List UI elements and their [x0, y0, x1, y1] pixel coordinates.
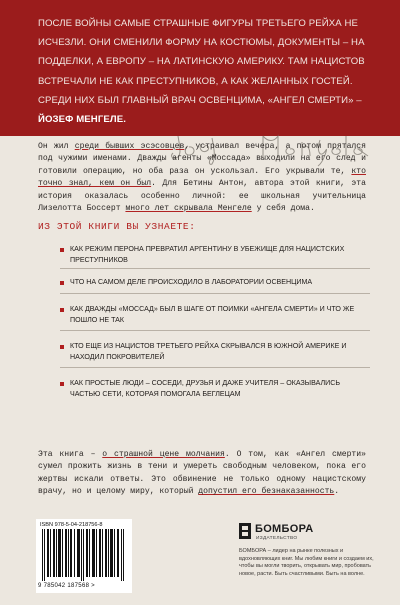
bombora-logo-icon — [239, 523, 251, 539]
publisher-logo — [239, 521, 329, 549]
learn-item-lab: ЧТО НА САМОМ ДЕЛЕ ПРОИСХОДИЛО В ЛАБОРАТОРИИ ОСВЕНЦИМА — [70, 277, 370, 288]
item-divider — [60, 330, 370, 331]
learn-heading: ИЗ ЭТОЙ КНИГИ ВЫ УЗНАЕТЕ: — [38, 221, 196, 232]
bullet-icon — [60, 345, 64, 349]
barcode-number: 9 785042 187568 > — [38, 583, 95, 589]
learn-item-ordinary-people: КАК ПРОСТЫЕ ЛЮДИ – СОСЕДИ, ДРУЗЬЯ И ДАЖЕ УЧИТЕЛЯ – ОКАЗЫВАЛИСЬ ЧАСТЬЮ СЕТИ, КОТОРАЯ ПОМОГАЛА БЕГЛЕЦАМ — [70, 378, 370, 399]
top-panel-text — [38, 14, 368, 129]
underline-silence: о страшной цене молчания — [102, 450, 225, 459]
item-divider — [60, 367, 370, 368]
item-divider — [60, 293, 370, 294]
isbn-block — [36, 519, 132, 593]
closing-paragraph: Эта книга – о страшной цене молчания. О том, как «Ангел смерти» сумел прожить жизнь в тени и умереть свободным человеком, пока его жертвы искали ответы. Это обвинение не только одному нацистскому врачу, но и целому миру, который допустил его безнаказанность. — [38, 450, 366, 497]
barcode — [40, 529, 128, 581]
publisher-subtitle: ИЗДАТЕЛЬСТВО — [256, 536, 298, 541]
isbn-label: ISBN 978-5-04-218756-8 — [40, 522, 103, 528]
underline-hid-mengele: много лет скрывала Менгеле — [125, 204, 252, 214]
publisher-description: БОМБОРА – лидер на рынке полезных и вдохновляющих книг. Мы любим книги и создаем их, чтобы вы могли творить, открывать мир, пробовать новое, расти. Быть счастливыми. Быть на волне. — [239, 548, 374, 577]
underline-impunity: допустил его безнаказанность — [198, 487, 335, 497]
intro-paragraph: Он жил среди бывших эсэсовцев, устраивал вечера, а потом прятался под чужими именами. Дважды агенты «Моссада» выходили на его след и готовили операцию, но оба раза он ускользал. Его укрывали те, кто точно знал, кем он был. Для Бетины Антон, автора этой книги, эта история оказалась особенно личной: ее школьная учительница Лизелотта Боссерт много лет скрывала Менгеле у себя дома. — [38, 142, 367, 214]
learn-item-others: КТО ЕЩЕ ИЗ НАЦИСТОВ ТРЕТЬЕГО РЕЙХА СКРЫВАЛСЯ В ЮЖНОЙ АМЕРИКЕ И НАХОДИЛ ПОКРОВИТЕЛЕЙ — [70, 341, 370, 362]
bullet-icon — [60, 248, 64, 252]
learn-item-mossad: КАК ДВАЖДЫ «МОССАД» БЫЛ В ШАГЕ ОТ ПОИМКИ «АНГЕЛА СМЕРТИ» И ЧТО ЖЕ ПОШЛО НЕ ТАК — [70, 304, 370, 325]
bullet-icon — [60, 308, 64, 312]
bullet-icon — [60, 281, 64, 285]
item-divider — [60, 268, 370, 269]
learn-item-argentina: КАК РЕЖИМ ПЕРОНА ПРЕВРАТИЛ АРГЕНТИНУ В УБЕЖИЩЕ ДЛЯ НАЦИСТСКИХ ПРЕСТУПНИКОВ — [70, 244, 370, 265]
top-panel-paragraph: ПОСЛЕ ВОЙНЫ САМЫЕ СТРАШНЫЕ ФИГУРЫ ТРЕТЬЕГО РЕЙХА НЕ ИСЧЕЗЛИ. ОНИ СМЕНИЛИ ФОРМУ НА КОСТЮМЫ, ДОКУМЕНТЫ – НА ПОДДЕЛКИ, А ЕВРОПУ – НА ЛАТИНСКУЮ АМЕРИКУ. ТАМ НАЦИСТОВ ВСТРЕЧАЛИ НЕ КАК ПРЕСТУПНИКОВ, А КАК ЖЕЛАННЫХ ГОСТЕЙ. СРЕДИ НИХ БЫЛ ГЛАВНЫЙ ВРАЧ ОСВЕНЦИМА, «АНГЕЛ СМЕРТИ» – — [38, 18, 365, 106]
underline-ss-men: среди бывших эсэсовцев — [74, 142, 185, 151]
top-panel-name-highlight: ЙОЗЕФ МЕНГЕЛЕ. — [38, 114, 126, 126]
underline-knew-who: кто точно знал, кем он был — [38, 166, 366, 189]
publisher-name: БОМБОРА — [255, 523, 314, 535]
bullet-icon — [60, 382, 64, 386]
